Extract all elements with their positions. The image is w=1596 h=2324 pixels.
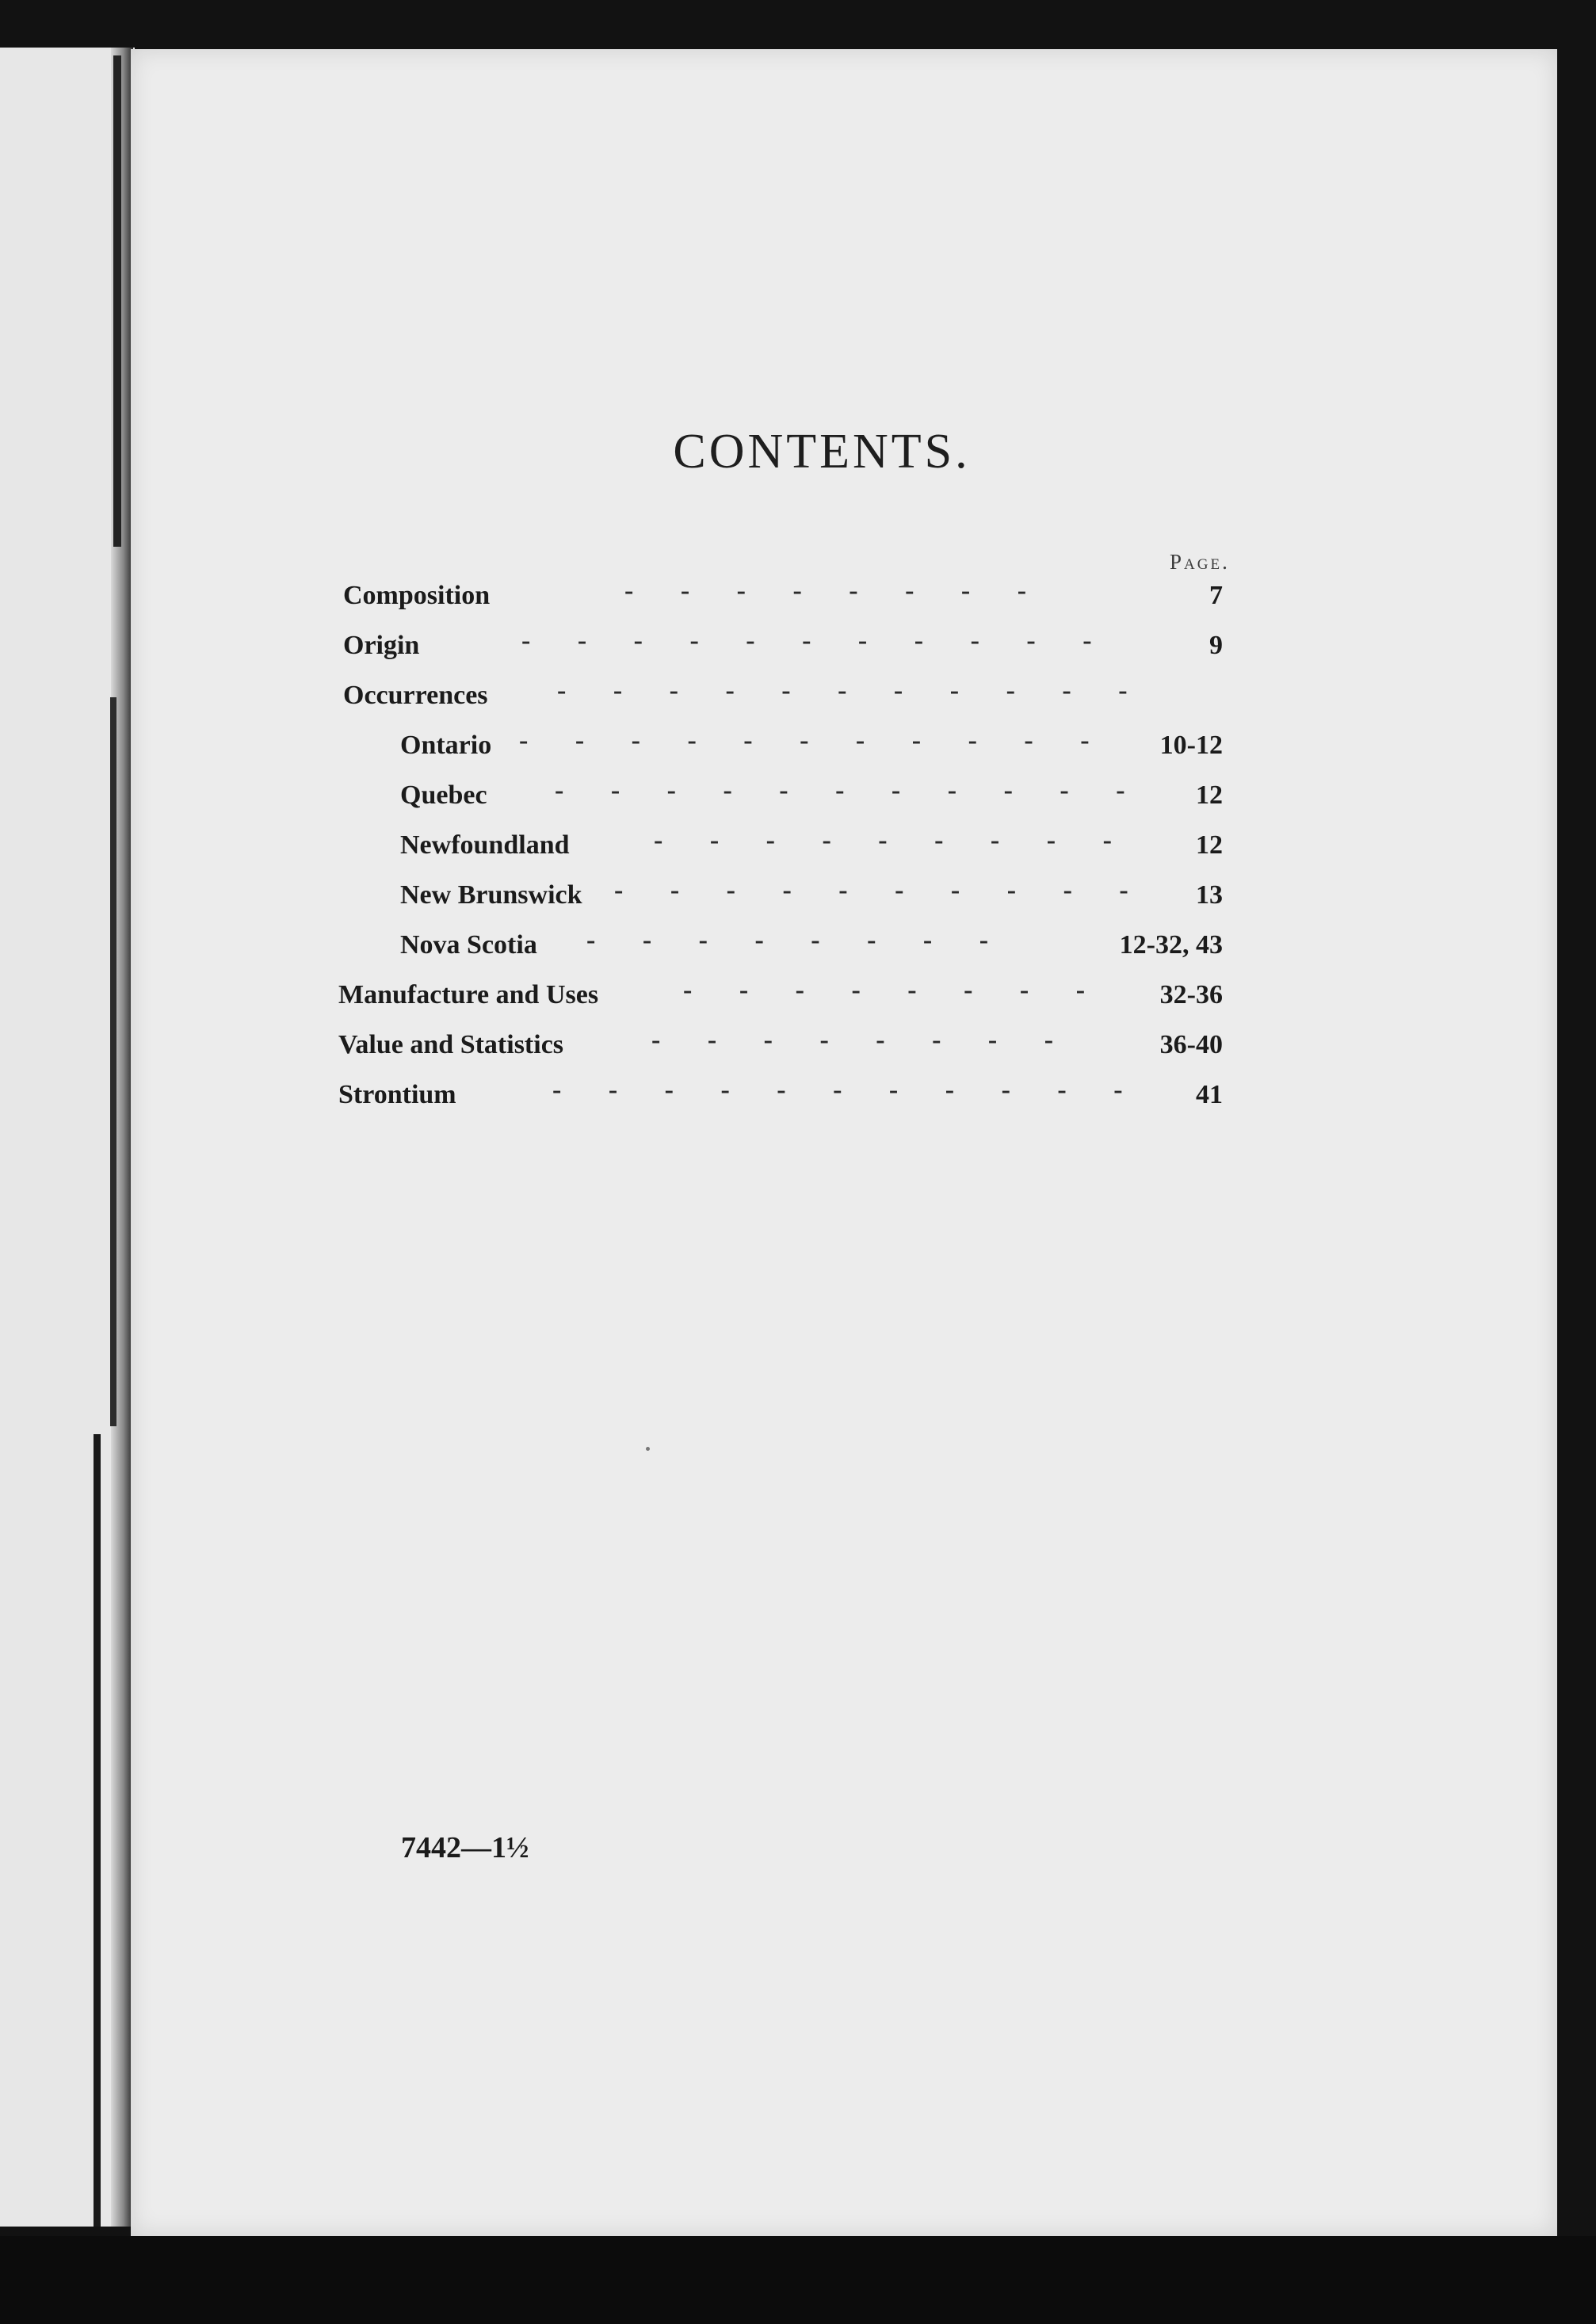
toc-entry-value-and-statistics [338,1025,1223,1070]
toc-entry-nova-scotia [400,925,1223,970]
toc-entry-page: 7 [1209,581,1223,610]
dot-leader: - - - - - - - - [624,576,1027,605]
dot-leader: - - - - - - - - - - - [521,626,1092,655]
toc-entry-page: 13 [1196,880,1223,910]
toc-entry-origin [343,626,1223,670]
toc-entry-manufacture-and-uses [338,975,1223,1020]
dot-leader: - - - - - - - - - [654,826,1112,855]
toc-entry-page: 12 [1196,780,1223,810]
toc-entry-newfoundland [400,826,1223,870]
printer-signature: 7442—1½ [401,1831,529,1864]
toc-entry-page: 10-12 [1159,731,1223,760]
dot-leader: - - - - - - - - [586,925,989,955]
dot-leader: - - - - - - - - [683,975,1086,1005]
dot-leader: - - - - - - - - - - - [557,676,1128,705]
toc-entry-quebec [400,776,1223,820]
toc-entry-page: 12-32, 43 [1119,930,1223,960]
paper-speck [646,1447,650,1451]
toc-entry-occurrences [343,676,1223,720]
toc-entry-composition [343,576,1223,620]
toc-entry-new-brunswick [400,876,1223,920]
page-title: CONTENTS. [673,425,971,479]
toc-entry-label: Value and Statistics [338,1030,564,1059]
scan-bottom-edge [0,2236,1596,2324]
toc-entry-page: 12 [1196,830,1223,860]
toc-entry-page: 32-36 [1159,980,1223,1009]
toc-entry-label: New Brunswick [400,880,582,910]
dot-leader: - - - - - - - - [651,1025,1054,1055]
toc-entry-page: 9 [1209,631,1223,660]
toc-entry-label: Quebec [400,780,487,810]
page-column-header: Page. [1170,550,1230,574]
toc-entry-ontario [400,726,1223,770]
toc-entry-label: Newfoundland [400,830,570,860]
toc-entry-label: Nova Scotia [400,930,537,960]
toc-entry-label: Occurrences [343,681,488,710]
dot-leader: - - - - - - - - - - - [552,1075,1123,1105]
toc-entry-label: Strontium [338,1080,456,1109]
toc-entry-page: 41 [1196,1080,1223,1109]
toc-entry-strontium [338,1075,1223,1120]
toc-entry-label: Origin [343,631,420,660]
dot-leader: - - - - - - - - - - - [555,776,1125,805]
toc-entry-label: Ontario [400,731,492,760]
toc-entry-label: Manufacture and Uses [338,980,599,1009]
toc-entry-page: 36-40 [1159,1030,1223,1059]
dot-leader: - - - - - - - - - - - [519,726,1090,755]
dot-leader: - - - - - - - - - - [614,876,1128,905]
toc-entry-label: Composition [343,581,491,610]
